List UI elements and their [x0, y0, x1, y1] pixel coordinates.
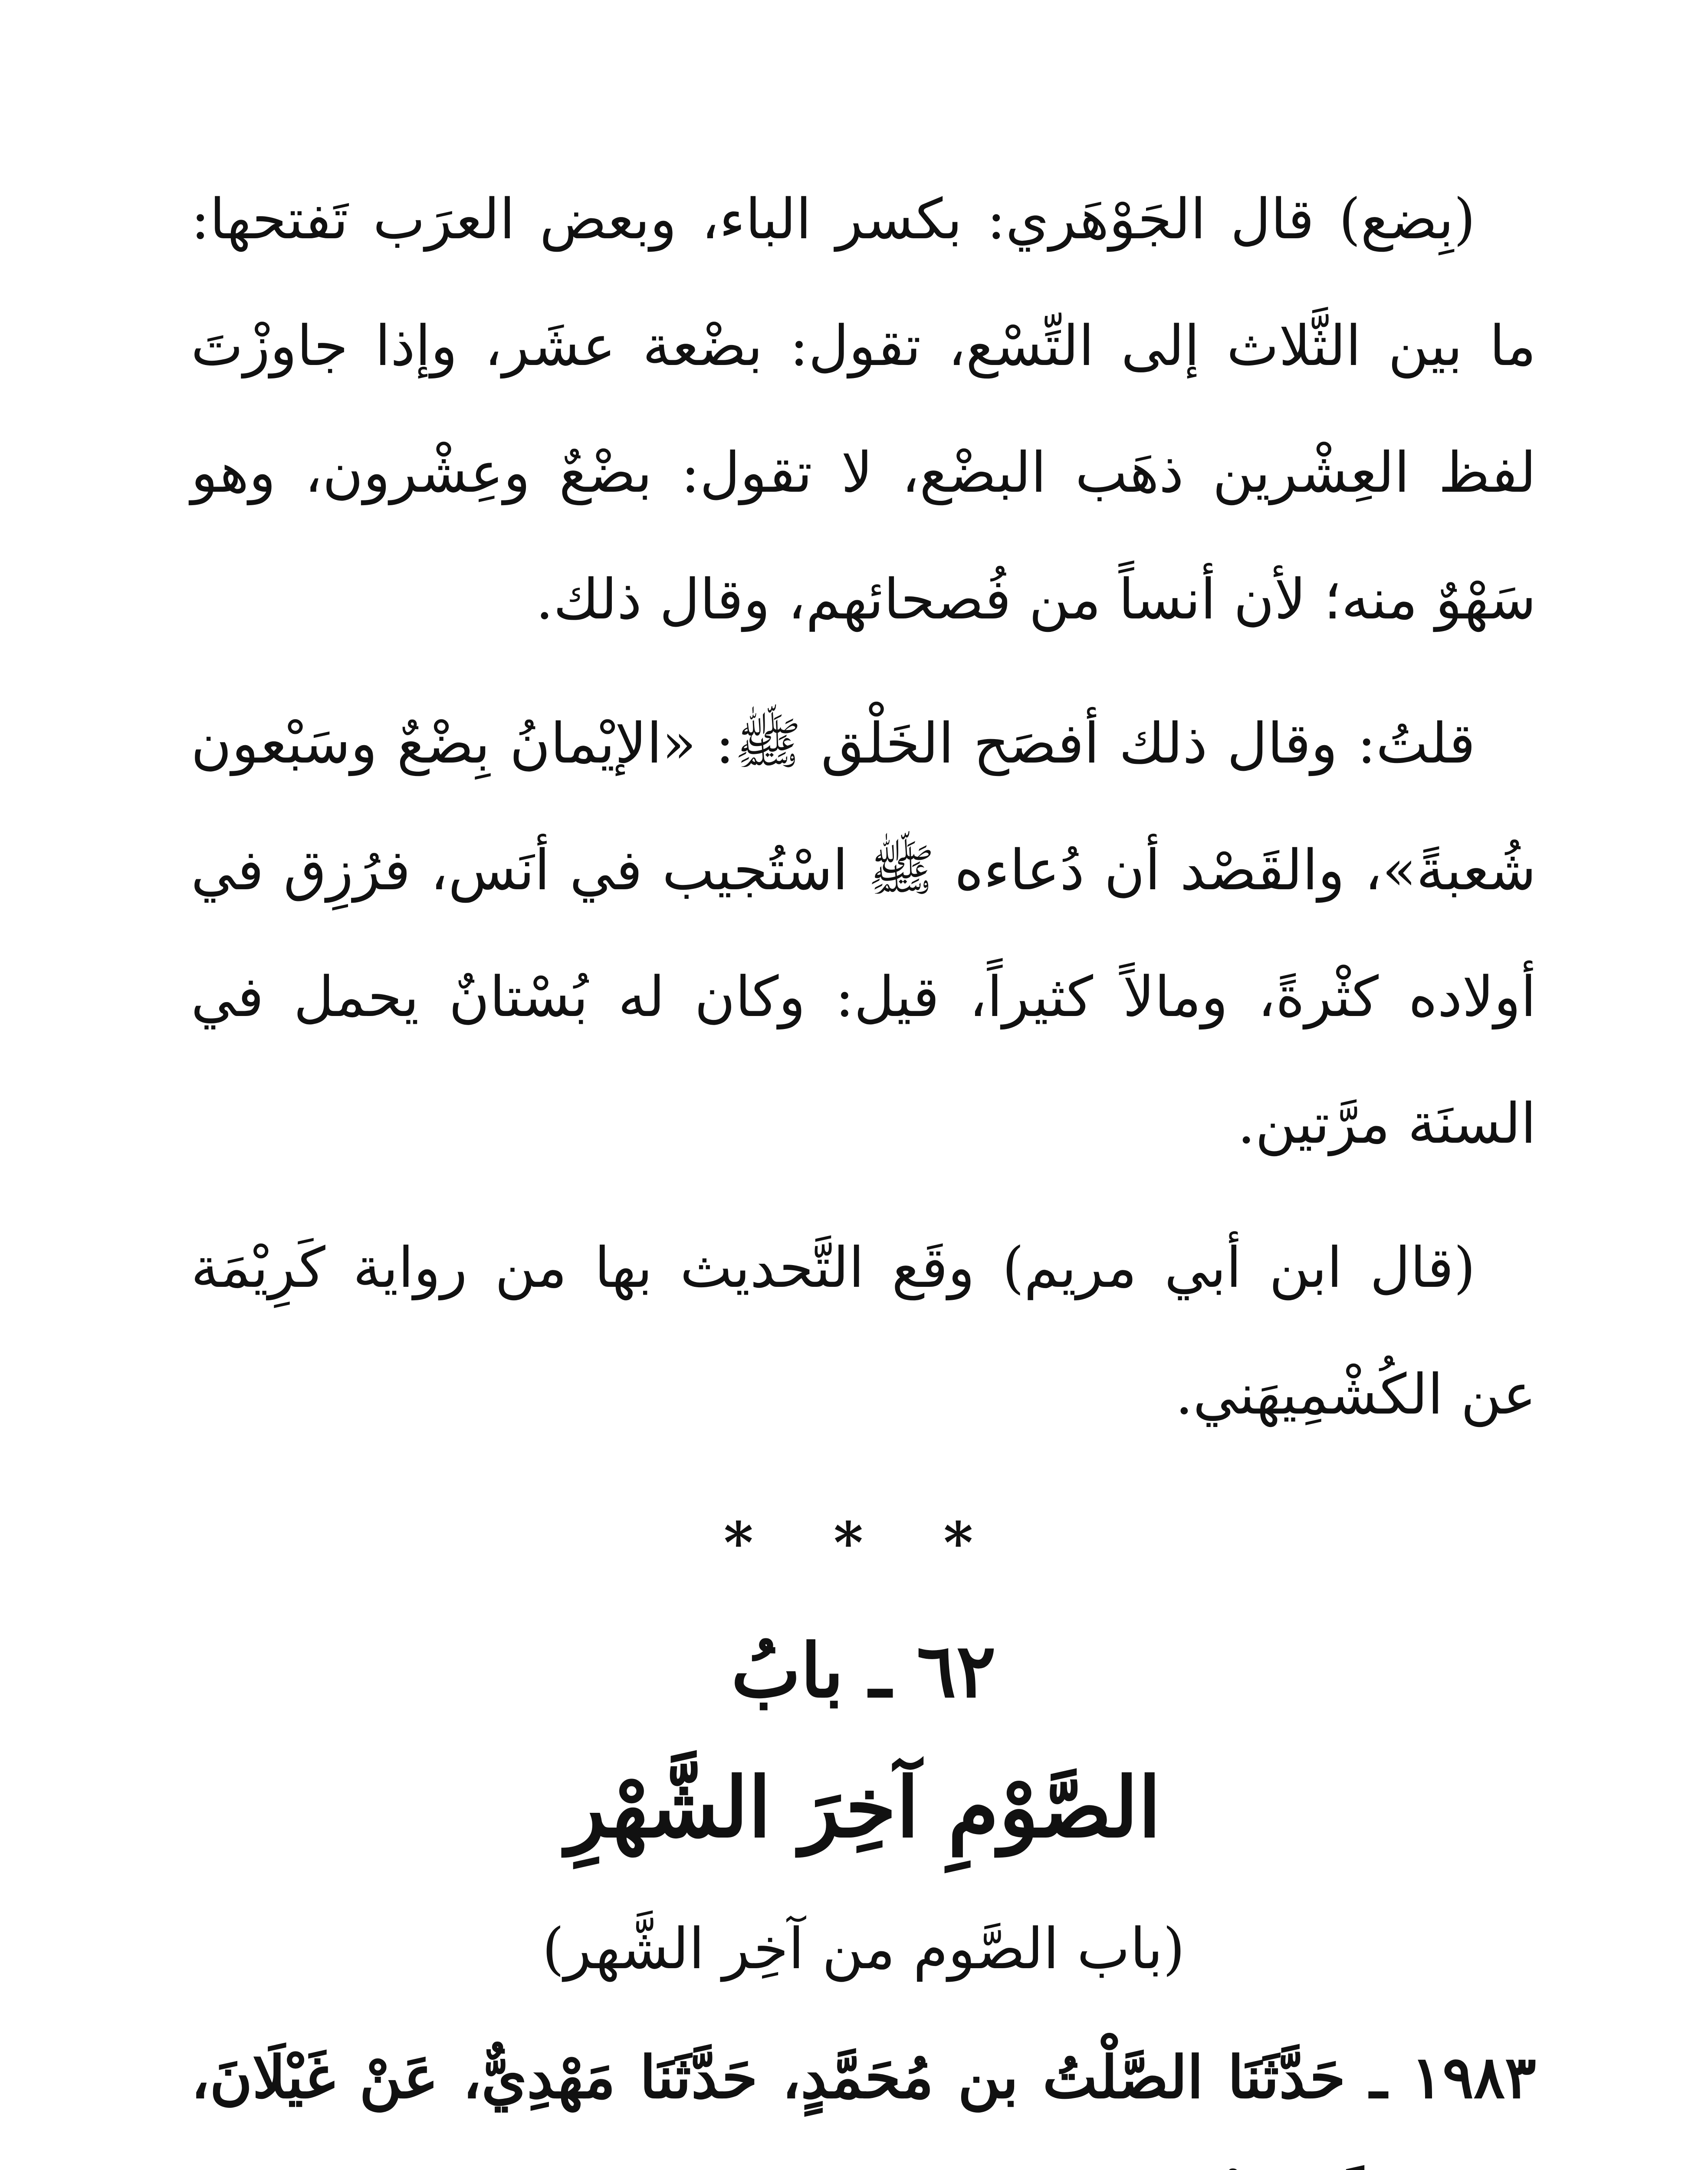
commentary-paragraph-ibn-abi-maryam: (قال ابن أبي مريم) وقَع التَّحديث بها من رواية كَرِيْمَة عن الكُشْمِيهَني. [191, 1236, 1536, 1427]
section-separator: * * * [723, 1509, 1004, 1576]
chapter-subtitle: (باب الصَّوم من آخِر الشَّهر) [542, 1916, 1185, 1982]
chapter-number: ٦٢ ـ بابُ [731, 1628, 996, 1714]
commentary-paragraph-qultu: قلتُ: وقال ذلك أفصَح الخَلْق ﷺ: «الإيْمانُ بِضْعٌ وسَبْعون شُعبةً»، والقَصْد أن دُعاءه ﷺ اسْتُجيب في أنَس، فرُزِق في أولاده كثْرةً، ومالاً كثيراً، قيل: وكان له بُسْتانٌ يحمل في السنَة مرَّتين. [191, 711, 1537, 1156]
commentary-paragraph-bid: (بِضع) قال الجَوْهَري: بكسر الباء، وبعض العرَب تَفتحها: ما بين الثَّلاث إلى التِّسْع، تقول: بضْعة عشَر، وإذا جاوزْتَ لفظ العِشْرين ذهَب البضْع، لا تقول: بضْعٌ وعِشْرون، وهو سَهْوٌ منه؛ لأن أنساً من فُصحائهم، وقال ذلك. [191, 187, 1536, 632]
chapter-title: الصَّوْمِ آخِرَ الشَّهْرِ [566, 1759, 1161, 1856]
book-page [191, 156, 1536, 2170]
hadith-text: ١٩٨٣ ـ حَدَّثَنَا الصَّلْتُ بن مُحَمَّدٍ، حَدَّثَنَا مَهْدِيٌّ، عَنْ غَيْلَانَ، [191, 2043, 1536, 2111]
